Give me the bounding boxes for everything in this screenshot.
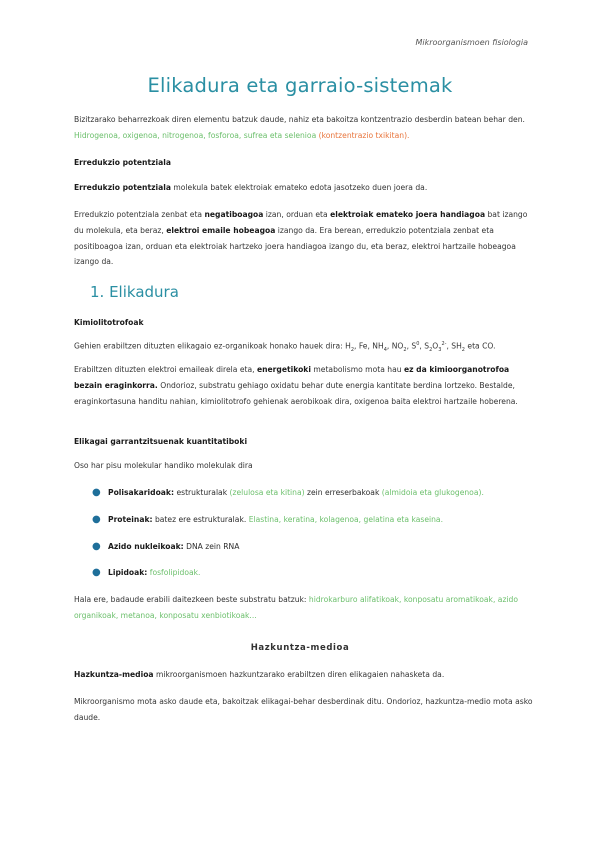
intro-elements: Hidrogenoa, oxigenoa, nitrogenoa, fosforoa, sufrea eta selenioa (74, 130, 317, 140)
page-title: Elikadura eta garraio-sistemak (147, 74, 453, 97)
bold-run: energetikoki (256, 365, 311, 374)
kimio-heading: Kimiolitotrofoak (74, 318, 144, 327)
kimio-paragraph-1: Gehien erabiltzen dituzten elikagaio ez-organikoak honako hauek dira: $H_2$, Fe, $NH_4$, $NO_2$, $S^0$, $S_2O_3^{2-}$, $SH_2$ eta CO. (74, 341, 496, 354)
list-item (108, 513, 538, 527)
redox-paragraph (74, 207, 534, 270)
kimio-paragraph-2 (74, 362, 534, 409)
medium-definition (74, 667, 534, 683)
text-run: batez ere estrukturalak. (152, 515, 249, 524)
green-run: Elastina, keratina, kolagenoa, gelatina eta kaseina. (248, 515, 443, 524)
bullet-label: Lipidoak: (108, 568, 148, 577)
bullet-label: Proteinak: (108, 515, 153, 524)
intro-paragraph (74, 112, 534, 144)
bold-run: elektroiak emateko joera handiagoa (330, 210, 486, 219)
green-run: (zelulosa eta kitina) (229, 488, 305, 497)
list-item (108, 566, 538, 580)
redox-definition (74, 180, 534, 196)
green-run: hidrokarburo alifatikoak, konposatu aromatikoak, azido organikoak, metanoa, konposatu xenbiotikoak... (74, 595, 519, 620)
text-run: O (432, 341, 439, 351)
bullet-dot: ● (92, 567, 101, 578)
quant-heading: Elikagai garrantzitsuenak kuantitatiboki (74, 437, 248, 446)
redox-term: Erredukzio potentziala (74, 183, 171, 192)
intro-text: Bizitzarako beharrezkoak diren elementu batzuk daude, nahiz eta bakoitza kontzentrazio desberdin batean behar den. (74, 115, 525, 124)
bullet-label: Polisakaridoak: (108, 488, 175, 497)
green-run: fosfolipidoak. (149, 568, 201, 577)
text-run: Hala ere, badaude erabili daitezkeen beste substratu batzuk: (74, 595, 309, 604)
text-run: metabolismo mota hau (310, 365, 404, 374)
text-run: Ondorioz, substratu gehiago oxidatu behar dute energia kantitate berdina lortzeko. Bestalde, eraginkortasuna handitu nahian, kimiolitotrofo gehienak aerobikoak dira, oxigenoa baita elektroi hartzaile hoberena. (74, 380, 518, 406)
text-run: , S (419, 341, 430, 351)
text-run: Erredukzio potentziala zenbat eta (74, 210, 205, 219)
quant-intro: Oso har pisu molekular handiko molekulak dira (74, 461, 253, 470)
text-run: , SH (446, 341, 462, 351)
running-header: Mikroorganismoen fisiologia (415, 38, 528, 47)
text-run: zein erreserbakoak (304, 488, 382, 497)
section-heading-elikadura: 1. Elikadura (90, 283, 179, 301)
bold-run: negatiboagoa (204, 210, 264, 219)
substrates-paragraph (74, 592, 534, 624)
text-run: eta CO. (464, 341, 496, 351)
list-item (108, 486, 538, 500)
text-run: izango da. Era berean, erredukzio potentziala zenbat eta positiboagoa izan, orduan eta elektroiak hartzeko joera handiagoa izango du, eta beraz, elektroi hartzaile hobeagoa izango da. (74, 225, 516, 267)
bold-run: ez da kimioorganotrofoa bezain eraginkorra. (74, 365, 510, 390)
text-run: bat izango du molekula, eta beraz, (74, 210, 528, 235)
bold-run: elektroi emaile hobeagoa (166, 225, 276, 235)
redox-def-text: molekula batek elektroiak emateko edota jasotzeko duen joera da. (170, 183, 428, 192)
bullet-dot: ● (92, 514, 101, 525)
text-run: DNA zein RNA (183, 542, 240, 551)
bold-run: Hazkuntza-medioa (74, 670, 154, 679)
text-run: Erabiltzen dituzten elektroi emaileak direla eta, (74, 365, 257, 374)
redox-heading: Erredukzio potentziala (74, 158, 171, 167)
text-run: , S (406, 341, 417, 351)
bullet-label: Azido nukleikoak: (108, 542, 184, 551)
text-run: izan, orduan eta (263, 210, 331, 219)
bullet-dot: ● (92, 487, 101, 498)
text-run: Gehien erabiltzen dituzten elikagaio ez-organikoak honako hauek dira: H (74, 341, 351, 351)
medium-heading: Hazkuntza-medioa (250, 643, 350, 653)
bullet-dot: ● (92, 541, 101, 552)
list-item (108, 540, 538, 554)
text-run: , NO (386, 341, 404, 351)
text-run: estrukturalak (174, 488, 230, 497)
intro-concentration: (kontzentrazio txikitan). (316, 130, 410, 140)
medium-paragraph: Mikroorganismo mota asko daude eta, bakoitzak elikagai-behar desberdinak ditu. Ondorioz, hazkuntza-medio mota asko daude. (74, 697, 533, 722)
text-run: , Fe, NH (354, 341, 384, 351)
text-run: mikroorganismoen hazkuntzarako erabiltzen diren elikagaien nahasketa da. (153, 670, 445, 679)
green-run: (almidoia eta glukogenoa). (381, 488, 484, 497)
